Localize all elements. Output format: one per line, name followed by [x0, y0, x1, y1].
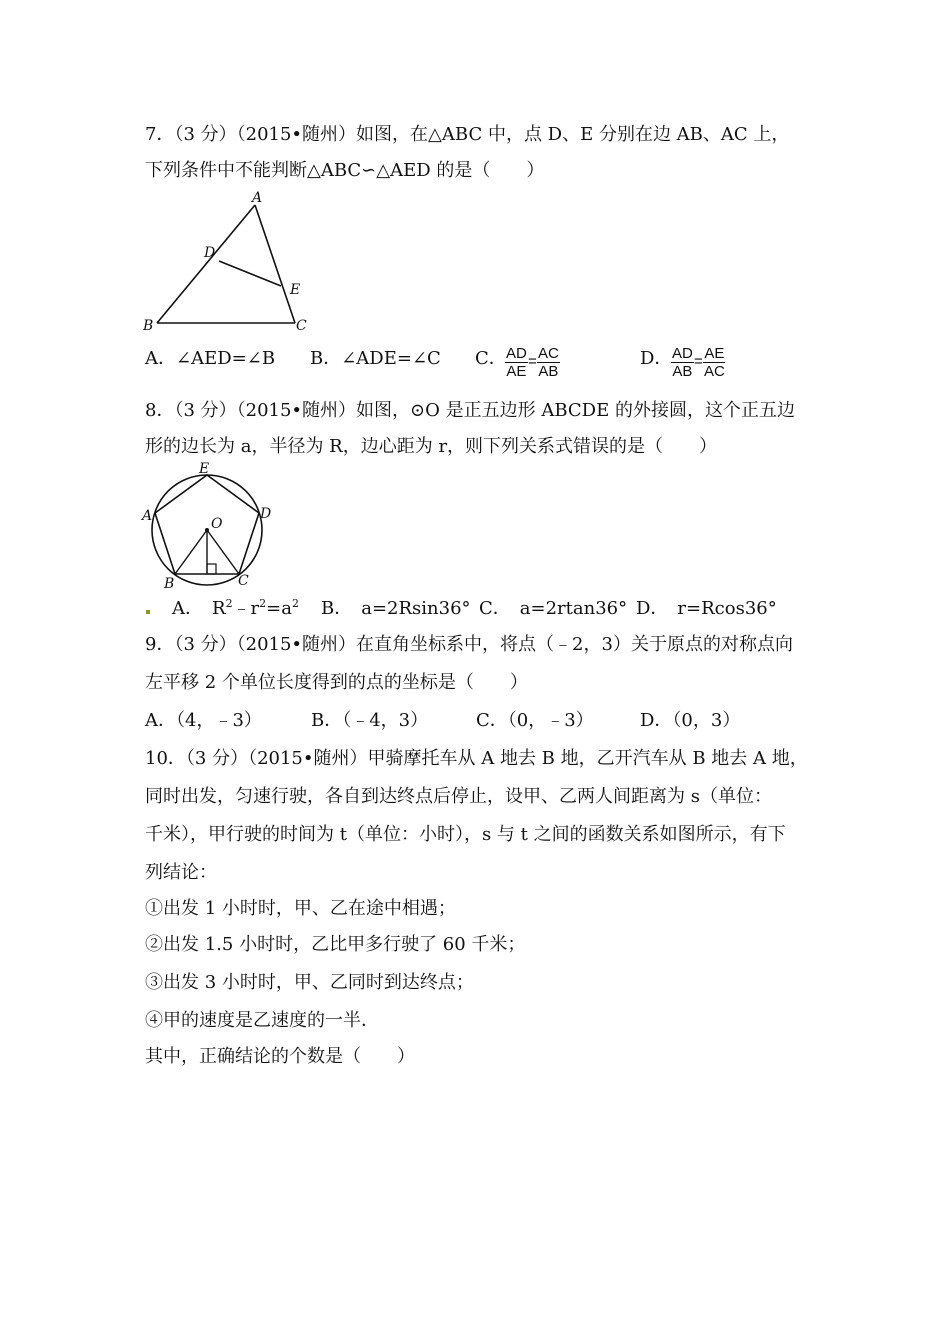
q7-label-c: C: [296, 318, 307, 334]
q7-label-a: A: [252, 190, 263, 206]
q7-option-d-prefix: D．: [640, 348, 673, 369]
q7-c-num2: AC: [538, 345, 559, 362]
q8-label-a: A: [142, 508, 153, 524]
q7-c-num1: AD: [506, 345, 527, 362]
q10-question: 其中，正确结论的个数是（ ）: [145, 1046, 415, 1067]
q8-a-sup3: 2: [292, 597, 299, 610]
q10-stem-line3: 千米），甲行驶的时间为 t（单位：小时），s 与 t 之间的函数关系如图所示，有下: [145, 824, 786, 845]
scan-mark: [146, 610, 150, 614]
q10-stem-line2: 同时出发，匀速行驶，各自到达终点后停止，设甲、乙两人间距离为 s（单位：: [145, 786, 772, 807]
q7-c-den1: AE: [506, 363, 527, 380]
q7-label-d: D: [204, 245, 216, 261]
q8-label-c: C: [238, 573, 249, 589]
q7-option-c-prefix: C．: [475, 348, 507, 369]
q7-d-num2: AE: [704, 345, 725, 362]
q7-d-eq: =: [694, 353, 703, 370]
q8-a-prefix: A．: [172, 598, 194, 619]
q7-option-d-frac2: [703, 345, 726, 380]
q8-label-o: O: [211, 516, 223, 532]
q8-a-end: =a: [266, 598, 292, 619]
q8-a-sup1: 2: [225, 597, 233, 610]
q7-label-b: B: [143, 318, 154, 334]
q8-a-mid: ﹣r: [232, 598, 260, 619]
q7-stem-line2: 下列条件中不能判断△ABC∽△AED 的是（ ）: [145, 160, 545, 181]
q8-pentagon-figure: [140, 460, 280, 590]
q10-statement-4: ④甲的速度是乙速度的一半．: [145, 1010, 379, 1031]
q7-option-b: B．∠ADE=∠C: [310, 348, 441, 369]
q7-d-den2: AC: [704, 363, 725, 380]
q8-label-e: E: [199, 461, 210, 477]
q9-stem-line2: 左平移 2 个单位长度得到的点的坐标是（ ）: [145, 672, 528, 693]
q10-statement-1: ①出发 1 小时时，甲、乙在途中相遇；: [145, 898, 456, 919]
q7-option-c-frac2: [537, 345, 560, 380]
q7-option-c-frac1: [505, 345, 528, 380]
q8-option-c: C． a=2rtan36°: [479, 598, 628, 619]
q8-label-b: B: [164, 576, 175, 592]
q9-stem-line1: 9．（3 分）（2015•随州）在直角坐标系中，将点（﹣2，3）关于原点的对称点向: [145, 634, 793, 655]
q8-option-a: [172, 598, 299, 620]
q7-option-a: A．∠AED=∠B: [145, 348, 276, 369]
q10-statement-3: ③出发 3 小时时，甲、乙同时到达终点；: [145, 972, 474, 993]
q10-stem-line4: 列结论：: [145, 862, 217, 883]
q9-option-d: D．（0，3）: [640, 710, 741, 731]
q9-option-b: B．（﹣4，3）: [311, 710, 429, 731]
q8-a-r: R: [212, 598, 226, 619]
q8-stem-line2: 形的边长为 a，半径为 R，边心距为 r，则下列关系式错误的是（ ）: [145, 436, 718, 457]
q8-a-sup2: 2: [259, 597, 267, 610]
q7-c-den2: AB: [538, 363, 559, 380]
q9-option-c: C．（0，﹣3）: [476, 710, 594, 731]
q7-stem-line1: 7．（3 分）（2015•随州）如图，在△ABC 中，点 D、E 分别在边 AB、AC 上，: [145, 124, 790, 145]
q9-option-a: A．（4，﹣3）: [145, 710, 262, 731]
q10-stem-line1: 10．（3 分）（2015•随州）甲骑摩托车从 A 地去 B 地，乙开汽车从 B 地去 A 地，: [145, 748, 808, 769]
q8-stem-line1: 8．（3 分）（2015•随州）如图，⊙O 是正五边形 ABCDE 的外接圆，这个正五边: [145, 400, 795, 421]
q8-option-b: B． a=2Rsin36°: [321, 598, 471, 619]
q7-c-eq: =: [528, 353, 537, 370]
q8-label-d: D: [260, 506, 272, 522]
q7-option-d-frac1: [671, 345, 694, 380]
q10-statement-2: ②出发 1.5 小时时，乙比甲多行驶了 60 千米；: [145, 934, 526, 955]
q7-d-den1: AB: [672, 363, 693, 380]
q7-triangle-figure: [140, 190, 320, 340]
q7-label-e: E: [290, 282, 301, 298]
q8-option-d: D． r=Rcos36°: [636, 598, 777, 619]
q7-d-num1: AD: [672, 345, 693, 362]
